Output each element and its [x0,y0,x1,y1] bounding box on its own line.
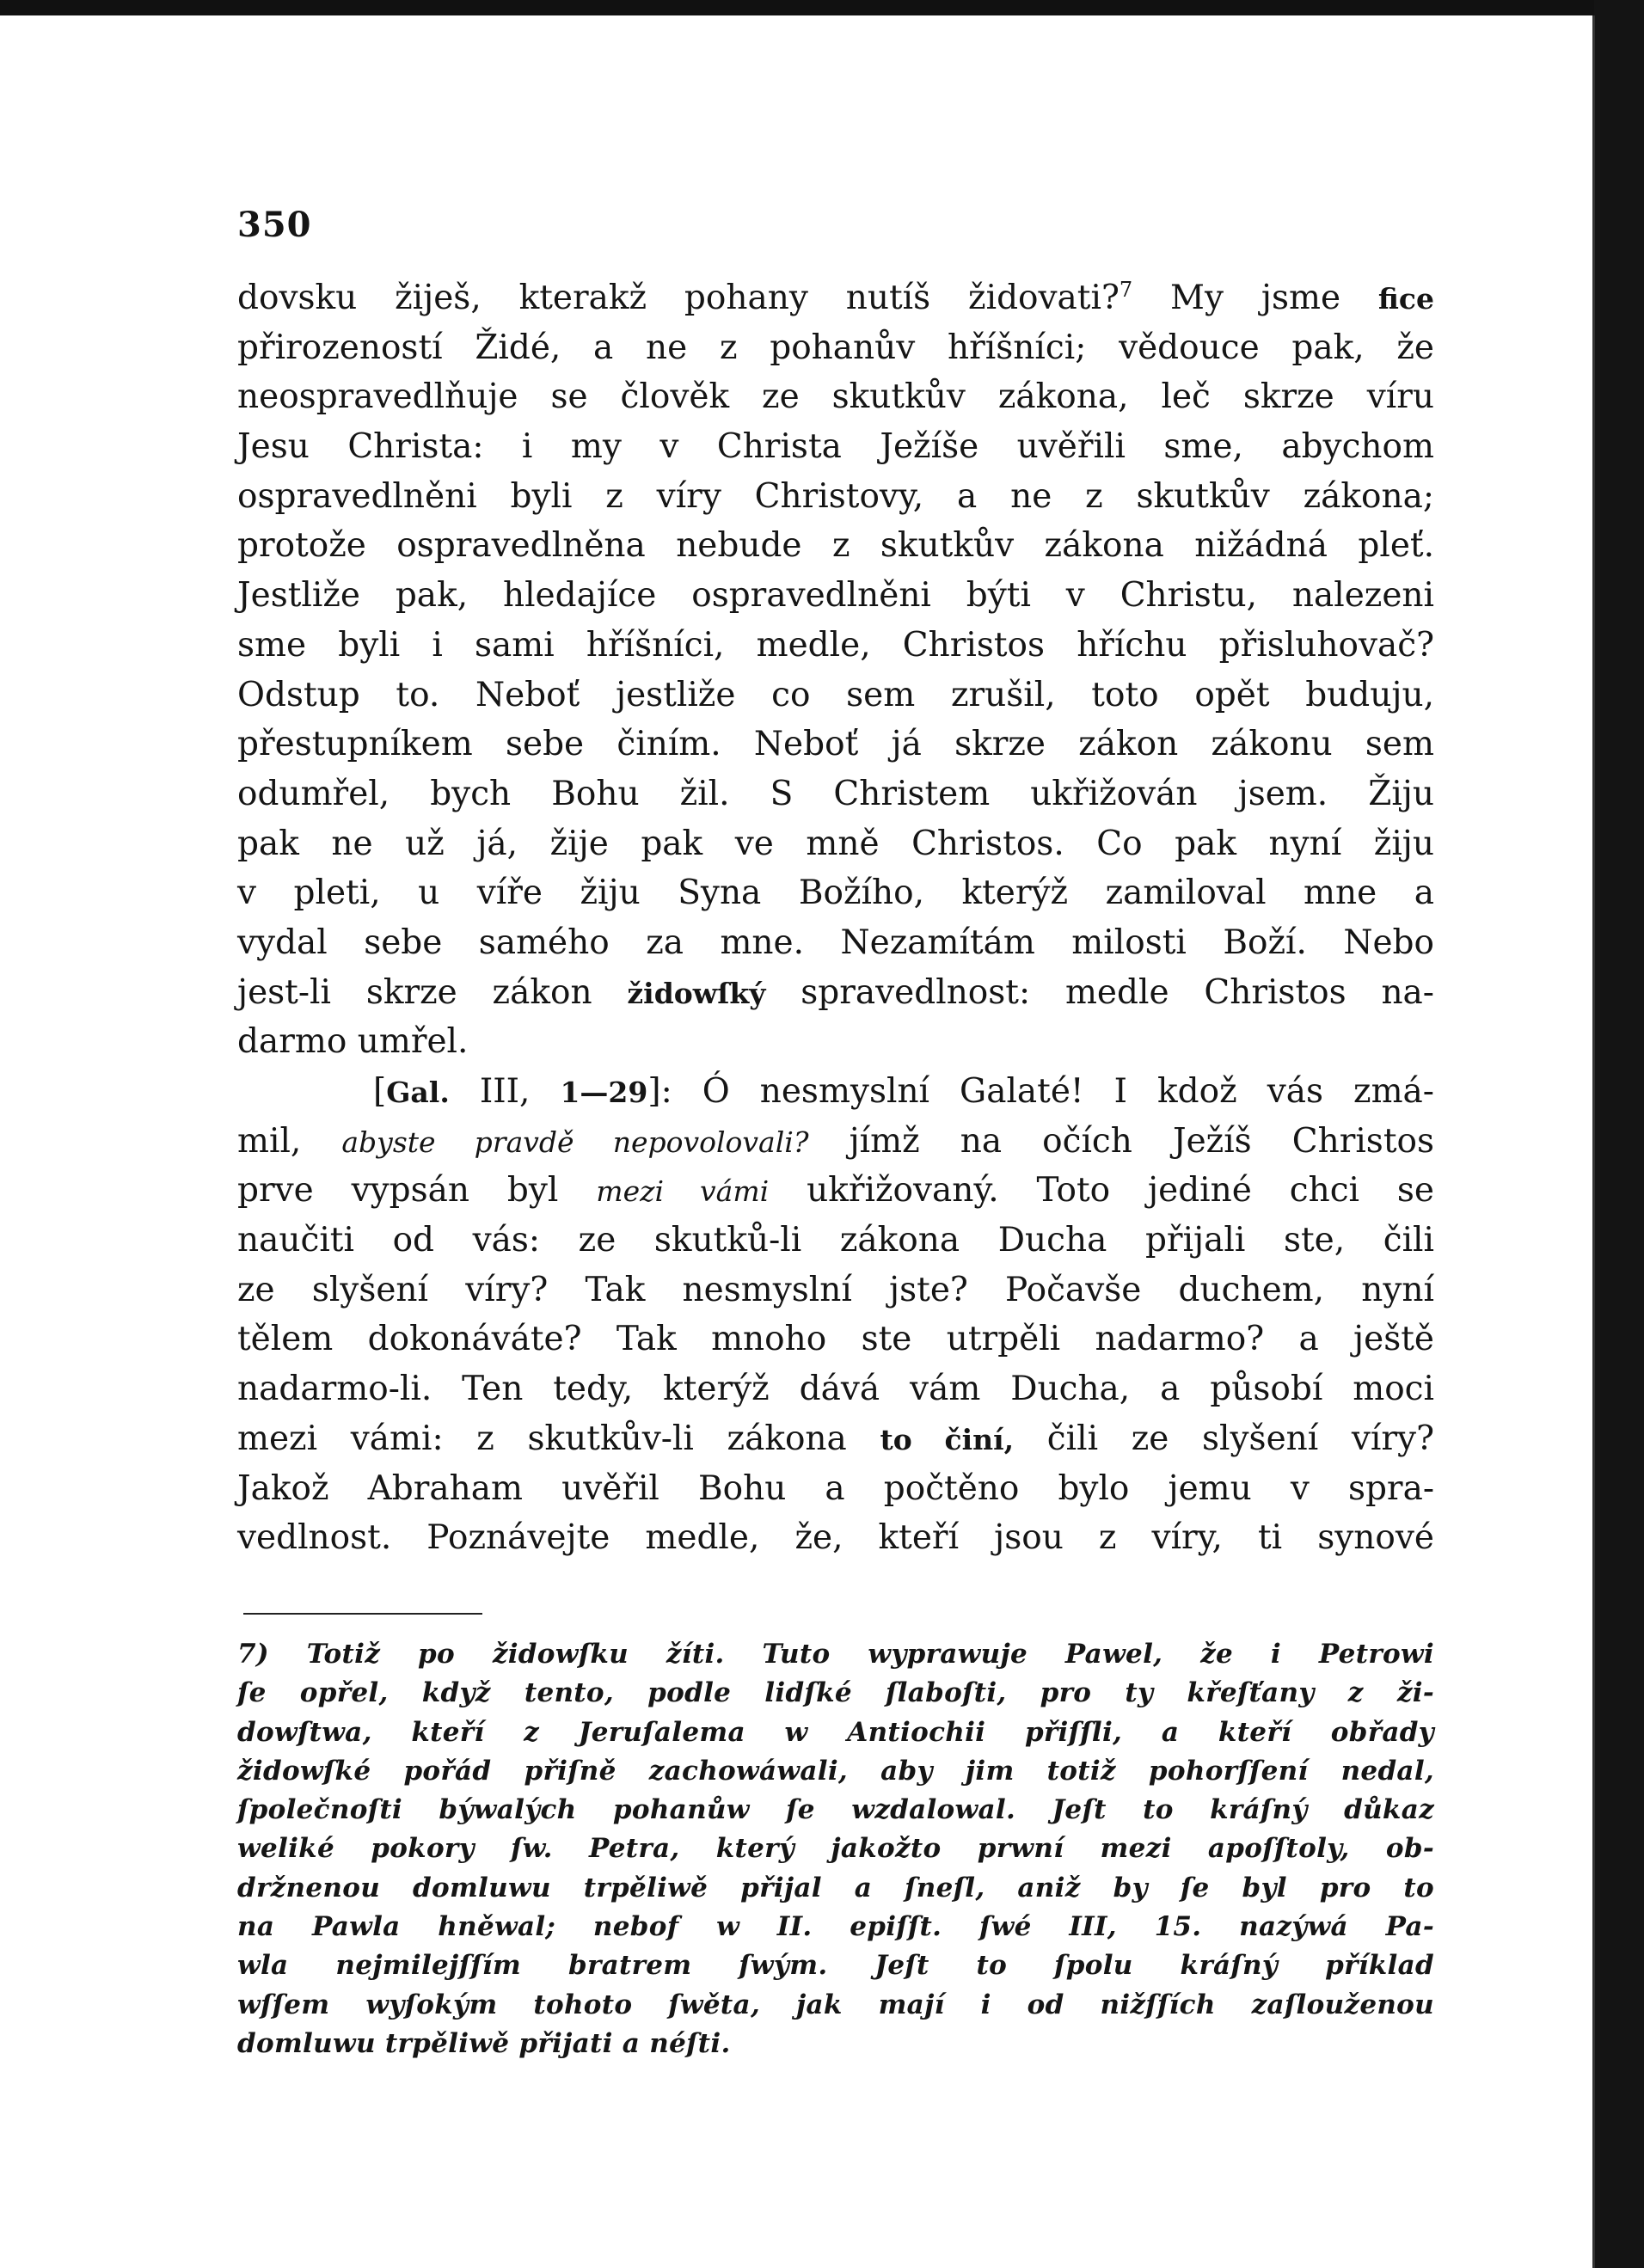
blackletter-run: Gal. [386,1076,450,1109]
footnote-line: ſe opřel, když tento, podle lidſké ſlaboſti, pro ty křeſťany z ži- [237,1677,1434,1709]
text-run: Odstup to. Neboť jestliže co sem zrušil, toto opět buduju, [237,675,1434,714]
footnote-line: wſſem wyſokým tohoto ſwěta, jak mají i od nižſſích zaſlouženou [237,1989,1434,2020]
text-line [237,422,1434,472]
page-edge-line [1592,15,1595,2268]
text-line [237,1216,1434,1266]
text-line [237,1266,1434,1315]
text-run: odumřel, bych Bohu žil. S Christem ukřižován jsem. Žiju [237,774,1434,813]
text-line [237,868,1434,918]
blackletter-run: to činí, [880,1422,1015,1456]
text-run: [ [373,1072,387,1111]
text-run: v pleti, u víře žiju Syna Božího, kterýž zamiloval mne a [237,873,1434,913]
text-line [237,372,1434,422]
text-run: ze slyšení víry? Tak nesmyslní jste? Počavše duchem, nyní [237,1270,1434,1309]
footnote-line: držnenou domluwu trpěliwě přijal a ſneſl, aniž by ſe byl pro to [237,1872,1434,1903]
text-line [237,1067,1434,1117]
text-run: vydal sebe samého za mne. Nezamítám milosti Boží. Nebo [237,923,1434,962]
scan-border-top [0,0,1644,15]
footnotes [237,1635,1434,2063]
footnote-line: weliké pokory ſw. Petra, který jakožto prwní mezi apoſſtoly, ob- [237,1833,1434,1865]
text-line [237,968,1434,1018]
footnote-marker: 7 [1119,278,1133,302]
footnote-divider [243,1613,482,1615]
blackletter-run: 1—29 [560,1076,648,1109]
text-line [237,1117,1434,1167]
text-run: III, [449,1072,561,1111]
text-run: mil, [237,1121,342,1161]
footnote-line: wla nejmilejſſím bratrem ſwým. Jeſt to ſpolu kráſný příklad [237,1950,1434,1982]
footnote-line: na Pawla hněwal; nebof w II. epiſſt. ſwé III, 15. nazýwá Pa- [237,1911,1434,1943]
text-line [237,769,1434,819]
text-line [237,1017,1434,1067]
text-run: protože ospravedlněna nebude z skutkův zákona nižádná pleť. [237,526,1434,566]
footnote-line: 7) Totiž po židowſku žíti. Tuto wyprawuje Pawel, že i Petrowi [237,1639,1434,1670]
italic-run: abyste pravdě nepovolovali? [341,1125,809,1159]
text-line [237,720,1434,769]
text-run: mezi vámi: z skutkův-li zákona [237,1419,880,1458]
text-line [237,671,1434,720]
text-run: sme byli i sami hříšníci, medle, Christos hříchu přisluhovač? [237,625,1434,665]
text-line [237,819,1434,869]
text-run: ukřižovaný. Toto jediné chci se [769,1171,1434,1211]
italic-run: mezi vámi [596,1174,770,1209]
text-run: tělem dokonáváte? Tak mnoho ste utrpěli nadarmo? a ještě [237,1320,1434,1359]
text-run: jímž na očích Ježíš Christos [808,1121,1434,1161]
text-line [237,1464,1434,1514]
footnote-line: židowſké pořád přiſně zachowáwali, aby jim totiž pohorſſení nedal, [237,1755,1434,1787]
text-run: neospravedlňuje se člověk ze skutkův zákona, leč skrze víru [237,377,1434,417]
text-run: spravedlnost: medle Christos na- [765,972,1434,1012]
text-run: naučiti od vás: ze skutků-li zákona Ducha přijali ste, čili [237,1221,1434,1260]
text-line [237,1364,1434,1414]
text-run: jest-li skrze zákon [237,972,628,1012]
text-run: vedlnost. Poznávejte medle, že, kteří jsou z víry, ti synové [237,1518,1434,1558]
page-number: 350 [237,205,312,245]
scan-border-right [1594,0,1644,2268]
text-line [237,1166,1434,1216]
footnote-line: domluwu trpěliwě přijati a néſti. [237,2027,731,2059]
text-line [237,323,1434,373]
text-run: My jsme [1132,279,1378,317]
text-run: darmo umřel. [237,1022,469,1062]
text-run: Jesu Christa: i my v Christa Ježíše uvěřili sme, abychom [237,427,1434,467]
text-line [237,1414,1434,1464]
text-run: dovsku žiješ, kterakž pohany nutíš židovati? [237,279,1120,317]
main-text [237,273,1434,1563]
text-line [237,621,1434,671]
footnote-line: ſpolečnoſti býwalých pohanůw ſe wzdalowal. Jeſt to kráſný důkaz [237,1794,1434,1826]
text-line [237,1315,1434,1364]
text-run: přestupníkem sebe činím. Neboť já skrze zákon zákonu sem [237,725,1434,764]
text-line [237,1513,1434,1563]
text-run: čili ze slyšení víry? [1014,1419,1434,1458]
blackletter-run: židowſký [627,976,766,1010]
text-run: ]: Ó nesmyslní Galaté! I kdož vás zmá- [647,1072,1434,1111]
text-run: pak ne už já, žije pak ve mně Christos. Co pak nyní žiju [237,824,1434,863]
text-run: prve vypsán byl [237,1171,597,1211]
text-run: ospravedlněni byli z víry Christovy, a ne z skutkův zákona; [237,476,1434,516]
text-run: nadarmo-li. Ten tedy, kterýž dává vám Ducha, a působí moci [237,1370,1434,1409]
text-line [237,571,1434,621]
text-run: Jakož Abraham uvěřil Bohu a počtěno bylo jemu v spra- [237,1468,1434,1508]
footnote-line: dowſtwa, kteří z Jeruſalema w Antiochii přiſſli, a kteří obřady [237,1716,1434,1748]
text-line [237,521,1434,571]
text-line [237,918,1434,968]
text-run: přirozeností Židé, a ne z pohanův hříšníci; vědouce pak, že [237,328,1434,367]
blackletter-run: fice [1377,282,1434,316]
text-line [237,472,1434,522]
text-line [237,273,1434,323]
text-run: Jestliže pak, hledajíce ospravedlněni býti v Christu, nalezeni [237,576,1434,616]
